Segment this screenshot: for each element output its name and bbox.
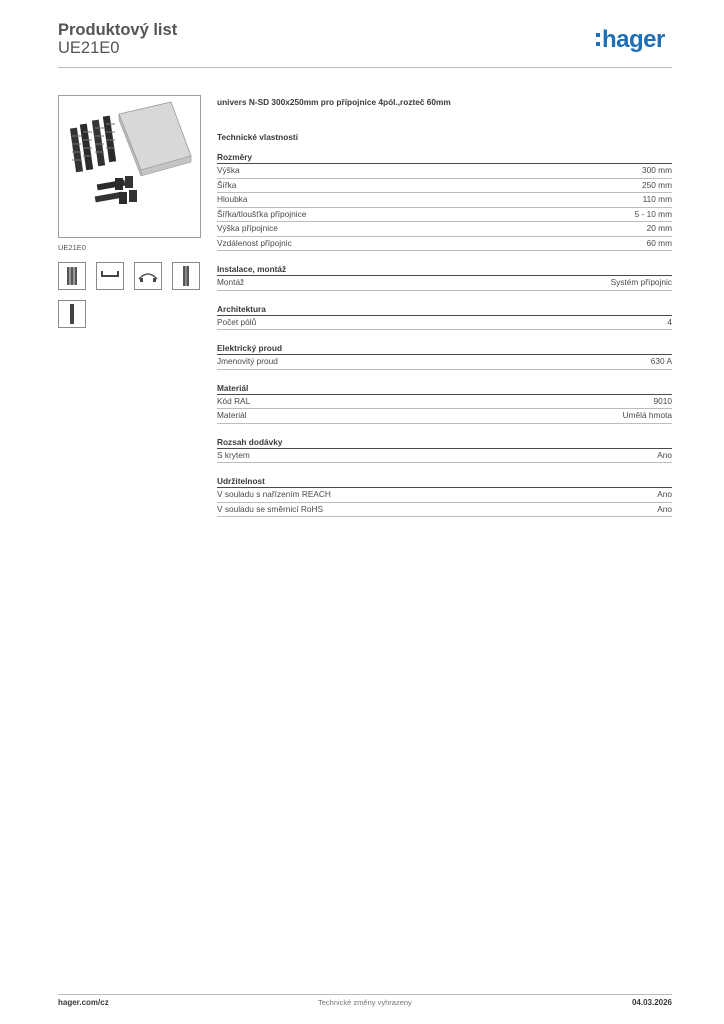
section-sustainability bbox=[217, 476, 672, 517]
section-dimensions bbox=[217, 152, 672, 251]
row-label: Šířka/tloušťka přípojnice bbox=[217, 208, 307, 219]
section-title: Rozsah dodávky bbox=[217, 437, 672, 449]
row-label: Kód RAL bbox=[217, 395, 251, 406]
table-row bbox=[217, 164, 672, 179]
row-label: Montáž bbox=[217, 277, 245, 287]
thumbnail-busbar-front[interactable] bbox=[58, 262, 86, 290]
row-value: Ano bbox=[657, 489, 672, 499]
table-row bbox=[217, 488, 672, 503]
row-label: V souladu s nařízením REACH bbox=[217, 489, 331, 499]
table-row bbox=[217, 179, 672, 194]
enclosure-with-busbar-holders-icon bbox=[59, 96, 200, 237]
section-electric-current bbox=[217, 343, 672, 370]
row-label: Výška přípojnice bbox=[217, 223, 278, 233]
row-label: Jmenovitý proud bbox=[217, 356, 278, 366]
busbar-holder-top-icon bbox=[97, 263, 123, 289]
thumbnail-holder-side[interactable] bbox=[134, 262, 162, 290]
logo-dots-icon bbox=[596, 33, 600, 46]
busbar-holder-side-icon bbox=[135, 263, 161, 289]
footer-divider bbox=[58, 994, 672, 995]
row-value: Ano bbox=[657, 449, 672, 460]
section-title: Instalace, montáž bbox=[217, 264, 672, 276]
table-row bbox=[217, 449, 672, 464]
row-label: Šířka bbox=[217, 179, 237, 190]
thumbnail-busbar-narrow[interactable] bbox=[58, 300, 86, 328]
product-code: UE21E0 bbox=[58, 39, 120, 57]
tech-properties-heading: Technické vlastnosti bbox=[217, 132, 298, 142]
table-row bbox=[217, 395, 672, 410]
row-label: Počet pólů bbox=[217, 316, 257, 327]
row-value: 9010 bbox=[653, 395, 672, 406]
row-label: Výška bbox=[217, 165, 240, 175]
thumbnail-holder-top[interactable] bbox=[96, 262, 124, 290]
busbar-holder-front-icon bbox=[59, 263, 85, 289]
row-value: 300 mm bbox=[642, 165, 672, 175]
section-title: Architektura bbox=[217, 304, 672, 316]
row-value: 630 A bbox=[650, 356, 672, 366]
row-value: 20 mm bbox=[646, 223, 672, 233]
section-title: Elektrický proud bbox=[217, 343, 672, 355]
row-label: S krytem bbox=[217, 449, 250, 460]
table-row bbox=[217, 503, 672, 518]
section-title: Rozměry bbox=[217, 152, 672, 164]
section-material bbox=[217, 383, 672, 424]
row-value: 4 bbox=[667, 316, 672, 327]
section-title: Materiál bbox=[217, 383, 672, 395]
row-value: Umělá hmota bbox=[622, 410, 672, 420]
header-divider bbox=[58, 67, 672, 68]
row-label: Vzdálenost přípojnic bbox=[217, 237, 292, 248]
table-row bbox=[217, 409, 672, 424]
busbar-holder-side-view-icon bbox=[173, 263, 199, 289]
section-architecture bbox=[217, 304, 672, 331]
row-value: 250 mm bbox=[642, 179, 672, 190]
busbar-holder-narrow-icon bbox=[59, 301, 85, 327]
thumbnail-busbar-side[interactable] bbox=[172, 262, 200, 290]
row-value: Systém přípojnic bbox=[610, 277, 672, 287]
section-title: Udržitelnost bbox=[217, 476, 672, 488]
row-label: V souladu se směrnicí RoHS bbox=[217, 503, 324, 514]
table-row bbox=[217, 208, 672, 223]
footer-disclaimer: Technické změny vyhrazeny bbox=[318, 998, 412, 1007]
table-row bbox=[217, 193, 672, 208]
table-row bbox=[217, 355, 672, 370]
page-title: Produktový list bbox=[58, 21, 178, 39]
section-delivery-scope bbox=[217, 437, 672, 464]
section-installation bbox=[217, 264, 672, 291]
product-photo bbox=[58, 95, 201, 238]
table-row bbox=[217, 237, 672, 252]
footer-date: 04.03.2026 bbox=[631, 998, 672, 1007]
row-value: Ano bbox=[657, 503, 672, 514]
row-value: 5 - 10 mm bbox=[634, 208, 672, 219]
product-description: univers N-SD 300x250mm pro přípojnice 4pól.,rozteč 60mm bbox=[217, 97, 451, 107]
row-value: 60 mm bbox=[646, 237, 672, 248]
technical-properties bbox=[217, 96, 672, 517]
row-value: 110 mm bbox=[642, 194, 672, 204]
footer-website-link[interactable]: hager.com/cz bbox=[58, 998, 109, 1007]
table-row bbox=[217, 276, 672, 291]
table-row bbox=[217, 222, 672, 237]
logo-wordmark: hager bbox=[602, 26, 665, 53]
table-row bbox=[217, 316, 672, 331]
row-label: Hloubka bbox=[217, 194, 248, 204]
row-label: Materiál bbox=[217, 410, 247, 420]
photo-caption: UE21E0 bbox=[58, 243, 86, 252]
